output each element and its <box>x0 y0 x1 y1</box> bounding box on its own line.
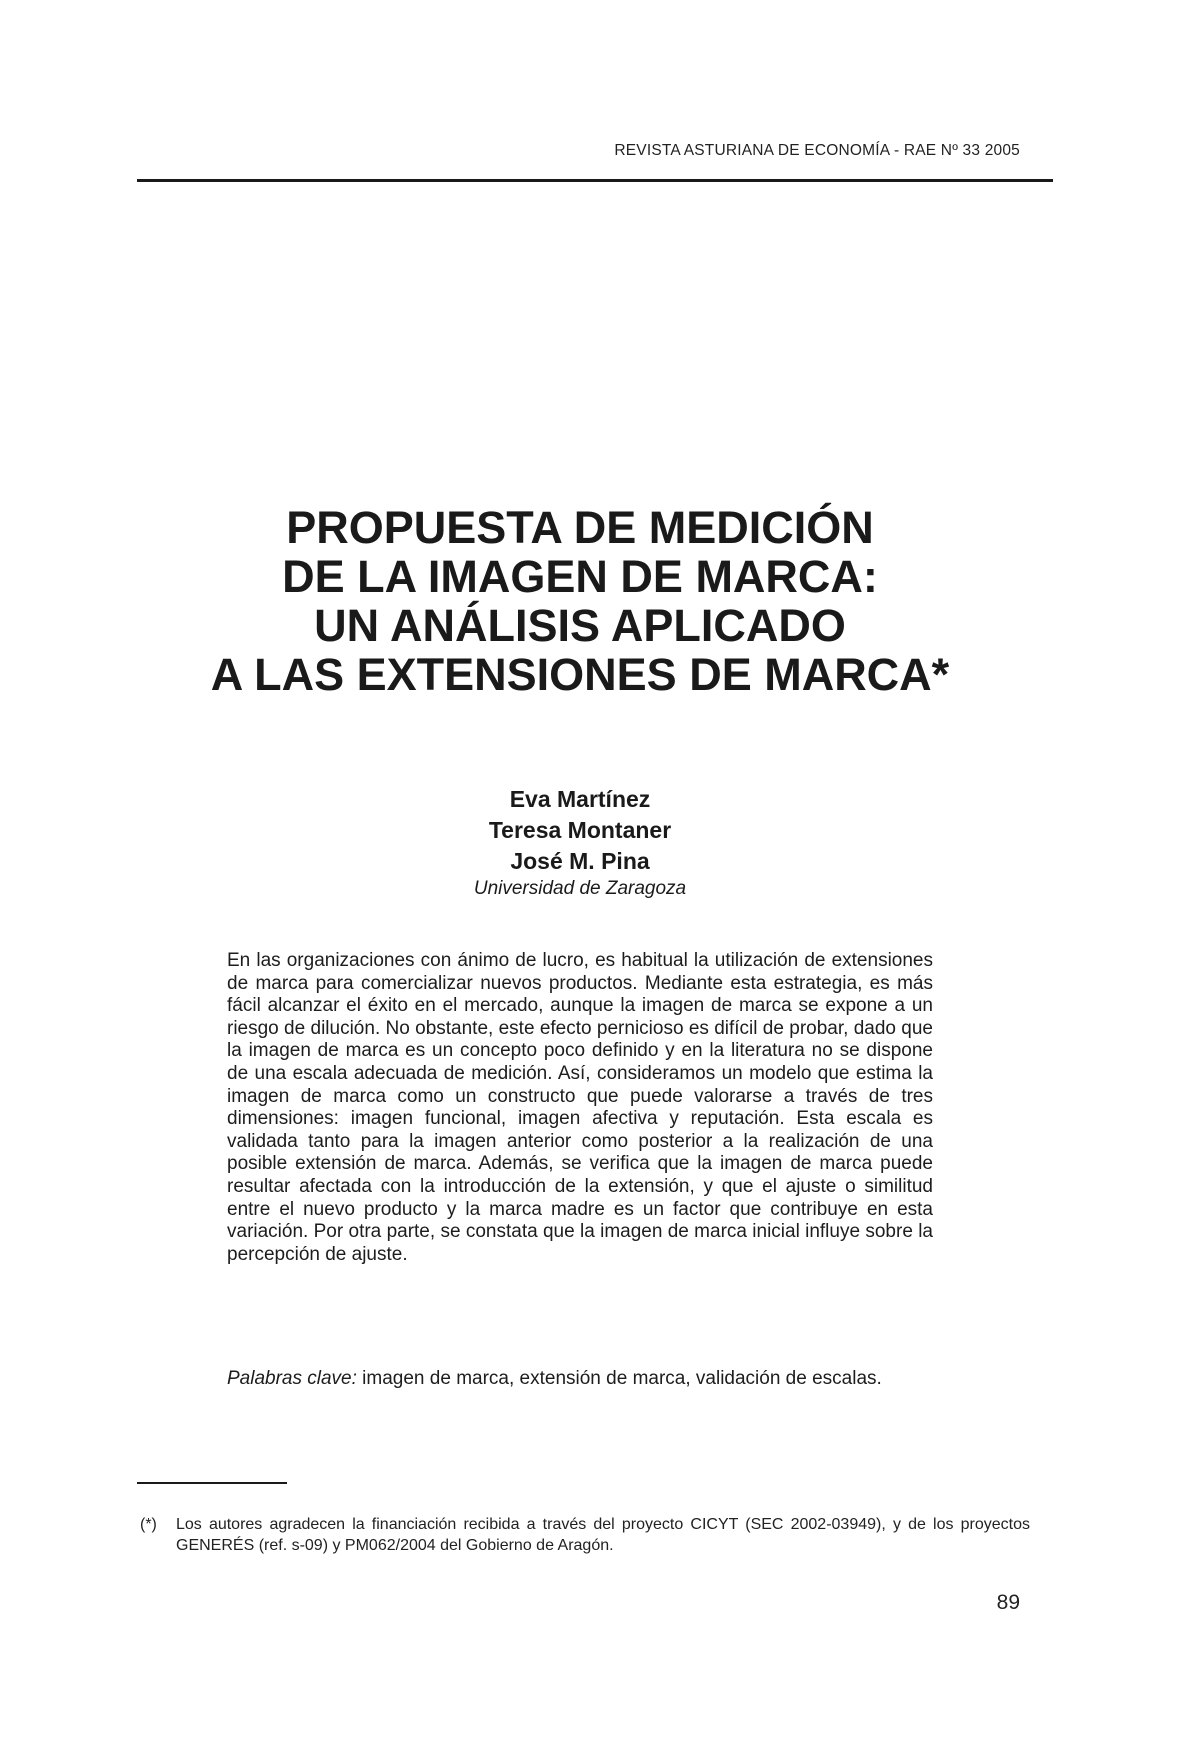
page-number: 89 <box>996 1591 1020 1614</box>
author-name: José M. Pina <box>510 848 650 874</box>
running-head: REVISTA ASTURIANA DE ECONOMÍA - RAE Nº 33 2005 <box>614 142 1020 159</box>
keywords <box>227 1367 933 1390</box>
title-line: UN ANÁLISIS APLICADO <box>314 600 846 651</box>
author-name: Eva Martínez <box>509 786 651 812</box>
keywords-label: Palabras clave: <box>227 1368 357 1389</box>
keywords-text: imagen de marca, extensión de marca, validación de escalas. <box>356 1368 882 1389</box>
author-name: Teresa Montaner <box>488 817 672 843</box>
footnote-mark: (*) <box>140 1516 157 1533</box>
article-title <box>0 503 1160 699</box>
header-rule <box>137 179 1053 182</box>
footnote-text: Los autores agradecen la financiación recibida a través del proyecto CICYT (SEC 2002-03949), y de los proyectos GENERÉS (ref. s-09) y PM062/2004 del Gobierno de Aragón. <box>176 1516 1030 1554</box>
title-line: DE LA IMAGEN DE MARCA: <box>282 551 878 602</box>
footnote <box>140 1514 1030 1556</box>
affiliation: Universidad de Zaragoza <box>473 878 687 899</box>
author-list <box>0 784 1160 877</box>
title-line: PROPUESTA DE MEDICIÓN <box>286 502 874 553</box>
title-line: A LAS EXTENSIONES DE MARCA* <box>210 649 950 700</box>
footnote-rule <box>137 1482 287 1484</box>
abstract: En las organizaciones con ánimo de lucro, es habitual la utilización de extensiones de marca para comercializar nuevos productos. Mediante esta estrategia, es más fácil alcanzar el éxito en el mercado, aunque la imagen de marca se expone a un riesgo de dilución. No obstante, este efecto pernicioso es difícil de probar, dado que la imagen de marca es un concepto poco definido y en la literatura no se dispone de una escala adecuada de medición. Así, consideramos un modelo que estima la imagen de marca como un constructo que puede valorarse a través de tres dimensiones: imagen funcional, imagen afectiva y reputación. Esta escala es validada tanto para la imagen anterior como posterior a la realización de una posible extensión de marca. Además, se verifica que la imagen de marca puede resultar afectada con la introducción de la extensión, y que el ajuste o similitud entre el nuevo producto y la marca madre es un factor que contribuye en esta variación. Por otra parte, se constata que la imagen de marca inicial influye sobre la percepción de ajuste. <box>227 950 933 1265</box>
